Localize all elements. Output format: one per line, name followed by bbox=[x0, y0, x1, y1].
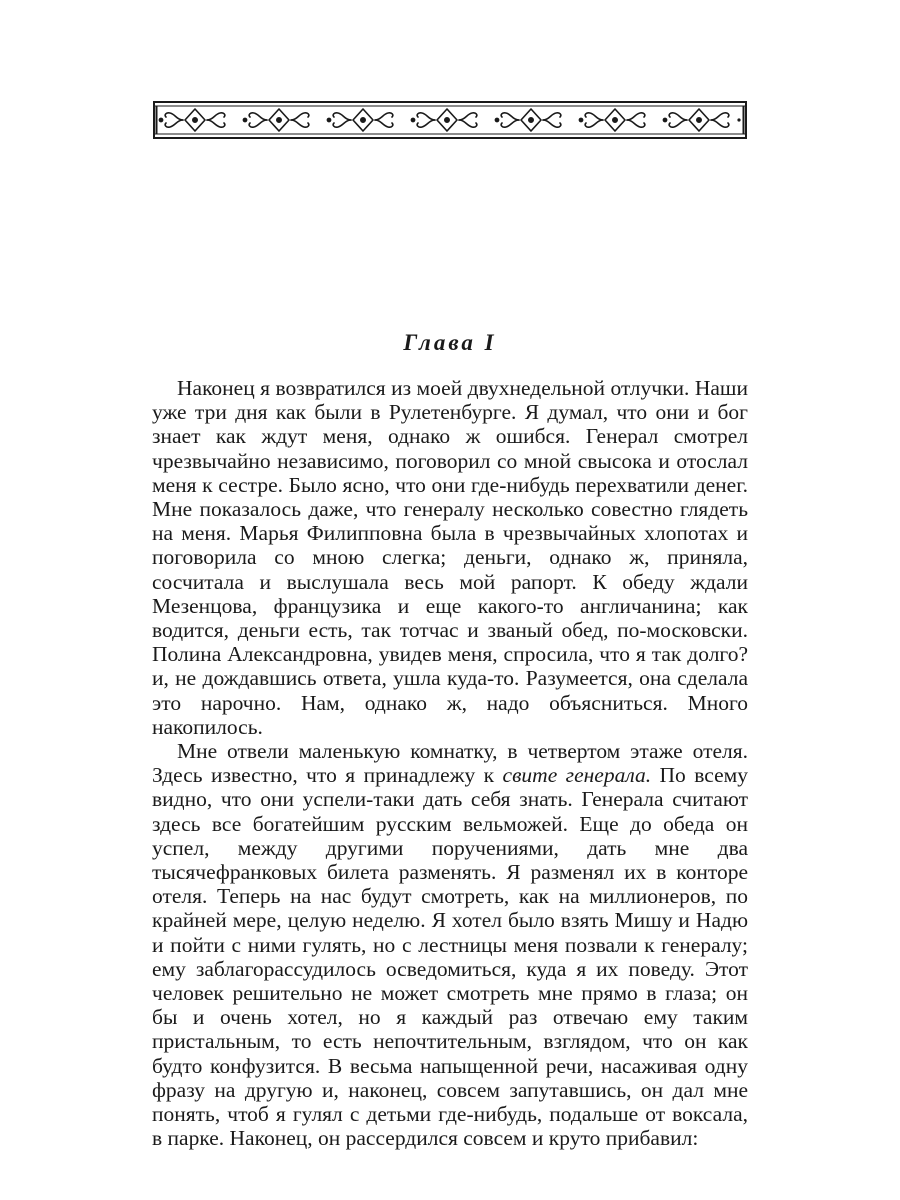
paragraph-text: Мне отвели маленькую комнатку, в четвертом этаже отеля. Здесь известно, что я принадлежу к bbox=[152, 739, 748, 788]
emphasis-text: свите генерала. bbox=[502, 763, 652, 788]
chapter-text bbox=[152, 376, 748, 1151]
paragraph-text: По всему видно, что они успели-таки дать себя знать. Генерала считают здесь все богатейшим русским вельможей. Еще до обеда он успел, между другими поручениями, дать мне два тысячефранковых билета разменять. Я разменял их в конторе отеля. Теперь на нас будут смотреть, как на миллионеров, по крайней мере, целую неделю. Я хотел было взять Мишу и Надю и пойти с ними гулять, но с лестницы меня позвали к генералу; ему заблагорассудилось осведомиться, куда я их поведу. Этот человек решительно не может смотреть мне прямо в глаза; он бы и очень хотел, но я каждый раз отвечаю ему таким пристальным, то есть непочтительным, взглядом, что он как будто конфузится. В весьма напыщенной речи, насаживая одну фразу на другую и, наконец, совсем запутавшись, он дал мне понять, чтоб я гулял с детьми где-нибудь, подальше от воксала, в парке. Наконец, он рассердился совсем и круто прибавил: bbox=[152, 763, 748, 1151]
paragraph: Наконец я возвратился из моей двухнедельной отлучки. Наши уже три дня как были в Рулетенбурге. Я думал, что они и бог знает как ждут меня, однако ж ошибся. Генерал смотрел чрезвычайно независимо, поговорил со мной свысока и отослал меня к сестре. Было ясно, что они где-нибудь перехватили денег. Мне показалось даже, что генералу несколько совестно глядеть на меня. Марья Филипповна была в чрезвычайных хлопотах и поговорила со мною слегка; деньги, однако ж, приняла, сосчитала и выслушала весь мой рапорт. К обеду ждали Мезенцова, французика и еще какого-то англичанина; как водится, деньги есть, так тотчас и званый обед, по-московски. Полина Александровна, увидев меня, спросила, что я так долго? и, не дождавшись ответа, ушла куда-то. Разумеется, она сделала это нарочно. Нам, однако ж, надо объясниться. Много накопилось. bbox=[152, 376, 748, 739]
decorative-border bbox=[153, 101, 747, 139]
chapter-title: Глава I bbox=[403, 330, 497, 355]
paragraph bbox=[152, 739, 748, 1150]
